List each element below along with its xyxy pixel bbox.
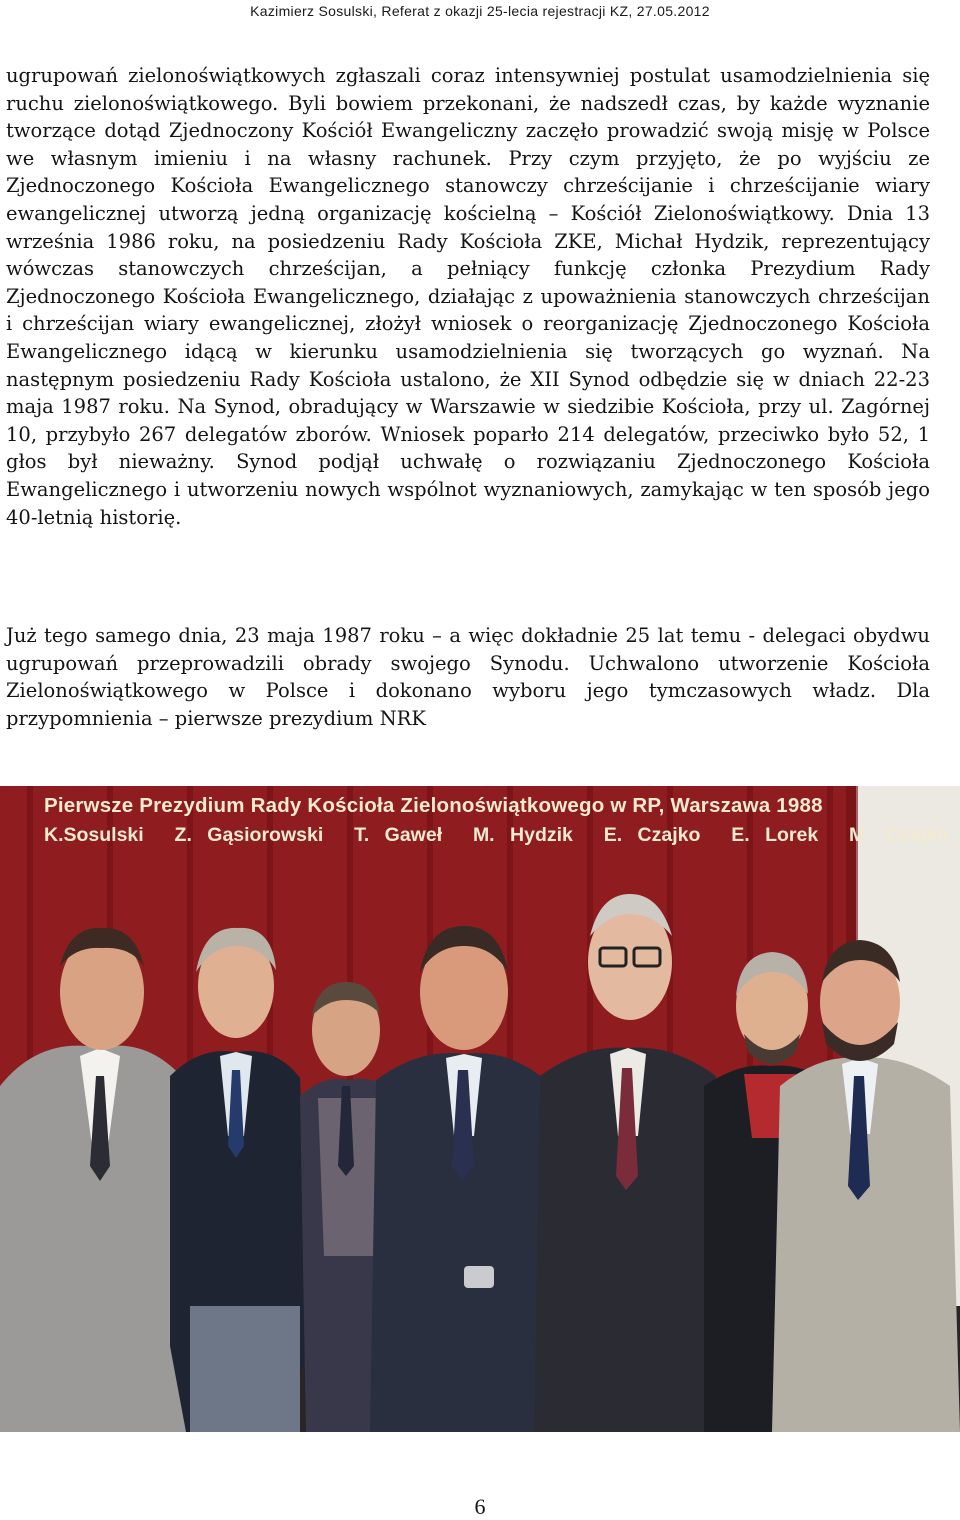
body-paragraph-1: ugrupowań zielonoświątkowych zgłaszali coraz intensywniej postulat usamodzielnienia się ruchu zielonoświątkowego. Byli bowiem przekonani, że nadszedł czas, by każde wyznanie tworzące dotąd Zjednoczony Kościół Ewangeliczny zaczęło prowadzić swoją misję w Polsce we własnym imieniu i na własny rachunek. Przy czym przyjęto, że po wyjściu ze Zjednoczonego Kościoła Ewangelicznego stanowczy chrześcijanie i chrześcijanie wiary ewangelicznej utworzą jedną organizację kościelną – Kościół Zielonoświątkowy. Dnia 13 września 1986 roku, na posiedzeniu Rady Kościoła ZKE, Michał Hydzik, reprezentujący wówczas stanowczych chrześcijan, a pełniący funkcję członka Prezydium Rady Zjednoczonego Kościoła Ewangelicznego, działając z upoważnienia stanowczych chrześcijan i chrześcijan wiary ewangelicznej, złożył wniosek o reorganizację Zjednoczonego Kościoła Ewangelicznego idącą w kierunku usamodzielnienia się tworzących go wyznań. Na następnym posiedzeniu Rady Kościoła ustalono, że XII Synod odbędzie się w dniach 22-23 maja 1987 roku. Na Synod, obradujący w Warszawie w siedzibie Kościoła, przy ul. Zagórnej 10, przybyło 267 delegatów zborów. Wniosek poparło 214 delegatów, przeciwko było 52, 1 głos był nieważny. Synod podjął uchwałę o rozwiązaniu Zjednoczonego Kościoła Ewangelicznego i utworzeniu nowych wspólnot wyznaniowych, zamykając w ten sposób jego 40-letnią historię.	[6, 64, 930, 529]
group-photo	[0, 786, 960, 1432]
photo-caption-title: Pierwsze Prezydium Rady Kościoła Zielonoświątkowego w RP, Warszawa 1988	[44, 794, 823, 817]
body-paragraph-2: Już tego samego dnia, 23 maja 1987 roku – a więc dokładnie 25 lat temu - delegaci obydwu ugrupowań przeprowadzili obrady swojego Synodu. Uchwalono utworzenie Kościoła Zielonoświątkowego w Polsce i dokonano wyboru jego tymczasowych władz. Dla przypomnienia – pierwsze prezydium NRK	[6, 624, 930, 730]
photo-caption-names: K.Sosulski Z. Gąsiorowski T. Gaweł M. Hydzik E. Czajko E. Lorek M. Czajko	[44, 824, 949, 846]
page-header: Kazimierz Sosulski, Referat z okazji 25-lecia rejestracji KZ, 27.05.2012	[250, 3, 710, 19]
page-number: 6	[474, 1494, 486, 1519]
group-photo-illustration	[0, 786, 960, 1432]
